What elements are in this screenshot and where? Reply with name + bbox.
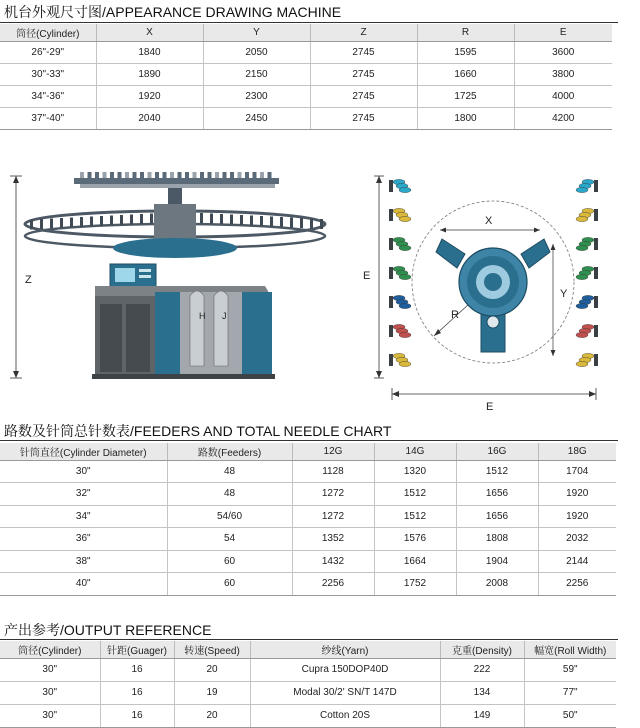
table-cell: 2008: [456, 573, 538, 596]
table-cell: 59": [524, 658, 616, 681]
panel-letter-h: H: [199, 311, 206, 321]
table-cell: 1576: [374, 528, 456, 551]
output-title-rule: [0, 639, 618, 640]
table-cell: 19: [174, 681, 250, 704]
table-row: [0, 658, 616, 681]
table-cell: 3800: [514, 63, 612, 85]
table-cell: Cupra 150DOP40D: [250, 658, 440, 681]
table-cell: 1595: [417, 41, 514, 63]
yarn-creel: [389, 237, 411, 250]
feeders-title-rule: [0, 440, 618, 441]
table-cell: 1320: [374, 460, 456, 483]
yarn-creel: [389, 324, 411, 337]
output-title: 产出参考/OUTPUT REFERENCE: [4, 622, 212, 638]
table-cell: 16: [100, 681, 174, 704]
table-cell: 16: [100, 658, 174, 681]
table-cell: 54: [167, 528, 292, 551]
table-cell: 149: [440, 704, 524, 727]
table-cell: 2745: [310, 41, 417, 63]
appearance-table: [0, 24, 612, 130]
table-cell: 1920: [538, 483, 616, 506]
yarn-creel: [576, 266, 598, 279]
table-cell: 3600: [514, 41, 612, 63]
z-label: Z: [25, 274, 32, 286]
table-cell: 1352: [292, 528, 374, 551]
table-row: [0, 483, 616, 506]
table-cell: 2150: [203, 63, 310, 85]
table-cell: 1808: [456, 528, 538, 551]
appearance-title: 机台外观尺寸图/APPEARANCE DRAWING MACHINE: [4, 4, 342, 20]
table-cell: 20: [174, 658, 250, 681]
table-cell: 4200: [514, 107, 612, 129]
table-cell: 1840: [96, 41, 203, 63]
table-cell: 34"-36": [0, 85, 96, 107]
yarn-creel: [389, 179, 411, 192]
table-row: [0, 573, 616, 596]
top-creel: [74, 172, 279, 204]
machine-top-view: [436, 239, 550, 352]
appearance-column-header: Y: [203, 24, 310, 41]
table-cell: 60: [167, 573, 292, 596]
table-cell: 1272: [292, 483, 374, 506]
table-cell: 2032: [538, 528, 616, 551]
appearance-column-header: 筒径(Cylinder): [0, 24, 96, 41]
output-column-header: 筒径(Cylinder): [0, 641, 100, 658]
table-cell: 30": [0, 658, 100, 681]
table-cell: 1725: [417, 85, 514, 107]
output-column-header: 克重(Density): [440, 641, 524, 658]
table-cell: 50": [524, 704, 616, 727]
table-cell: 48: [167, 460, 292, 483]
output-column-header: 幅宽(Roll Width): [524, 641, 616, 658]
yarn-creel: [576, 295, 598, 308]
table-cell: 2745: [310, 107, 417, 129]
table-cell: 16: [100, 704, 174, 727]
table-cell: 30": [0, 704, 100, 727]
yarn-creel: [389, 353, 411, 366]
output-table: [0, 641, 616, 728]
feeders-column-header: 路数(Feeders): [167, 443, 292, 460]
table-cell: 2256: [538, 573, 616, 596]
feeders-title: 路数及针筒总针数表/FEEDERS AND TOTAL NEEDLE CHART: [4, 423, 392, 439]
table-row: [0, 107, 612, 129]
table-cell: 1920: [96, 85, 203, 107]
e-left-label: E: [363, 270, 371, 282]
yarn-creel: [576, 353, 598, 366]
table-row: [0, 550, 616, 573]
table-cell: 1512: [456, 460, 538, 483]
panel-letter-j: J: [222, 311, 227, 321]
table-cell: 1890: [96, 63, 203, 85]
table-cell: 1512: [374, 505, 456, 528]
yarn-creel: [576, 237, 598, 250]
table-cell: 2745: [310, 85, 417, 107]
table-cell: 1660: [417, 63, 514, 85]
table-cell: 1664: [374, 550, 456, 573]
yarn-creel: [389, 295, 411, 308]
table-cell: 1656: [456, 505, 538, 528]
appearance-column-header: X: [96, 24, 203, 41]
table-cell: 2040: [96, 107, 203, 129]
appearance-column-header: Z: [310, 24, 417, 41]
machine-frame: [92, 286, 275, 379]
table-cell: 1904: [456, 550, 538, 573]
table-cell: 38": [0, 550, 167, 573]
r-label: R: [451, 309, 459, 321]
creel-column-left: [389, 179, 411, 366]
y-label: Y: [560, 288, 568, 300]
table-cell: 2300: [203, 85, 310, 107]
table-row: [0, 41, 612, 63]
table-cell: 34": [0, 505, 167, 528]
table-cell: 2256: [292, 573, 374, 596]
appearance-title-rule: [0, 22, 618, 23]
table-cell: 1656: [456, 483, 538, 506]
appearance-column-header: E: [514, 24, 612, 41]
table-cell: 4000: [514, 85, 612, 107]
table-cell: 134: [440, 681, 524, 704]
table-cell: 37"-40": [0, 107, 96, 129]
output-column-header: 针距(Guager): [100, 641, 174, 658]
output-column-header: 纱线(Yarn): [250, 641, 440, 658]
table-cell: 48: [167, 483, 292, 506]
table-row: [0, 85, 612, 107]
yarn-creel: [389, 208, 411, 221]
z-arrow-bottom: [13, 371, 19, 378]
table-row: [0, 63, 612, 85]
table-cell: 2745: [310, 63, 417, 85]
feeders-column-header: 针筒直径(Cylinder Diameter): [0, 443, 167, 460]
table-cell: 1704: [538, 460, 616, 483]
table-cell: 40": [0, 573, 167, 596]
z-arrow-top: [13, 176, 19, 183]
yarn-creel: [576, 208, 598, 221]
table-cell: 1800: [417, 107, 514, 129]
table-cell: 20: [174, 704, 250, 727]
e-bottom-label: E: [486, 401, 494, 413]
top-view-drawing: [340, 166, 618, 414]
table-cell: 1512: [374, 483, 456, 506]
table-row: [0, 505, 616, 528]
table-cell: 30": [0, 460, 167, 483]
table-cell: 2450: [203, 107, 310, 129]
yarn-creel: [576, 179, 598, 192]
output-header-row: [0, 641, 616, 658]
table-row: [0, 528, 616, 551]
table-cell: 77": [524, 681, 616, 704]
table-cell: 1752: [374, 573, 456, 596]
feeders-table: [0, 443, 616, 596]
table-cell: 54/60: [167, 505, 292, 528]
table-cell: 30"-33": [0, 63, 96, 85]
creel-column-right: [576, 179, 598, 366]
table-cell: Cotton 20S: [250, 704, 440, 727]
table-cell: 2144: [538, 550, 616, 573]
appearance-column-header: R: [417, 24, 514, 41]
feeders-header-row: [0, 443, 616, 460]
feeders-column-header: 16G: [456, 443, 538, 460]
appearance-header-row: [0, 24, 612, 41]
control-panel: [110, 264, 156, 288]
table-cell: 36": [0, 528, 167, 551]
output-column-header: 转速(Speed): [174, 641, 250, 658]
table-cell: 30": [0, 681, 100, 704]
side-view-drawing: [0, 166, 340, 396]
yarn-creel: [389, 266, 411, 279]
table-cell: 1920: [538, 505, 616, 528]
table-cell: 1128: [292, 460, 374, 483]
cylinder-dial: [113, 238, 237, 258]
table-cell: 2050: [203, 41, 310, 63]
table-cell: 222: [440, 658, 524, 681]
table-cell: 1272: [292, 505, 374, 528]
table-cell: Modal 30/2' SN/T 147D: [250, 681, 440, 704]
table-row: [0, 681, 616, 704]
feeders-column-header: 12G: [292, 443, 374, 460]
table-cell: 1432: [292, 550, 374, 573]
x-label: X: [485, 215, 493, 227]
feeders-column-header: 14G: [374, 443, 456, 460]
yarn-creel: [576, 324, 598, 337]
table-row: [0, 460, 616, 483]
table-cell: 60: [167, 550, 292, 573]
feeders-column-header: 18G: [538, 443, 616, 460]
table-row: [0, 704, 616, 727]
table-cell: 26"-29": [0, 41, 96, 63]
table-cell: 32": [0, 483, 167, 506]
